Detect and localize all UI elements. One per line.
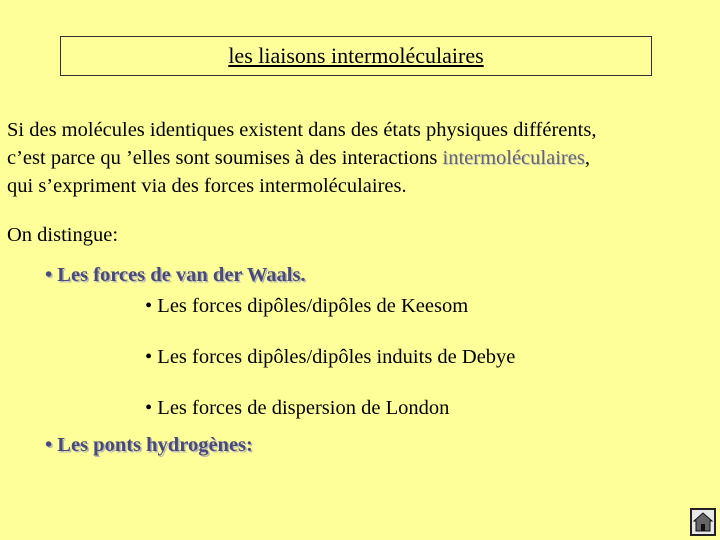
home-icon[interactable] xyxy=(690,508,716,536)
intro-paragraph xyxy=(7,116,712,200)
intro-line-1: Si des molécules identiques existent dans des états physiques différents, xyxy=(7,119,597,141)
bullet-keesom: • Les forces dipôles/dipôles de Keesom xyxy=(145,295,469,317)
bullet-hydrogen[interactable]: • Les ponts hydrogènes: xyxy=(45,434,253,456)
intro-line-2-text: c’est parce qu ’elles sont soumises à des interactions xyxy=(7,147,443,169)
intro-line-2 xyxy=(7,144,712,172)
title-box xyxy=(60,36,652,76)
bullet-debye: • Les forces dipôles/dipôles induits de Debye xyxy=(145,346,516,368)
bullet-van-der-waals[interactable]: • Les forces de van der Waals. xyxy=(45,264,306,286)
intermoleculaires-link[interactable]: intermoléculaires xyxy=(442,147,585,169)
distingue-label: On distingue: xyxy=(7,224,119,246)
intro-line-3: qui s’expriment via des forces intermoléculaires. xyxy=(7,175,407,197)
intro-line-2-comma: , xyxy=(584,147,590,169)
page-title: les liaisons intermoléculaires xyxy=(228,43,484,68)
bullet-london: • Les forces de dispersion de London xyxy=(145,397,450,419)
